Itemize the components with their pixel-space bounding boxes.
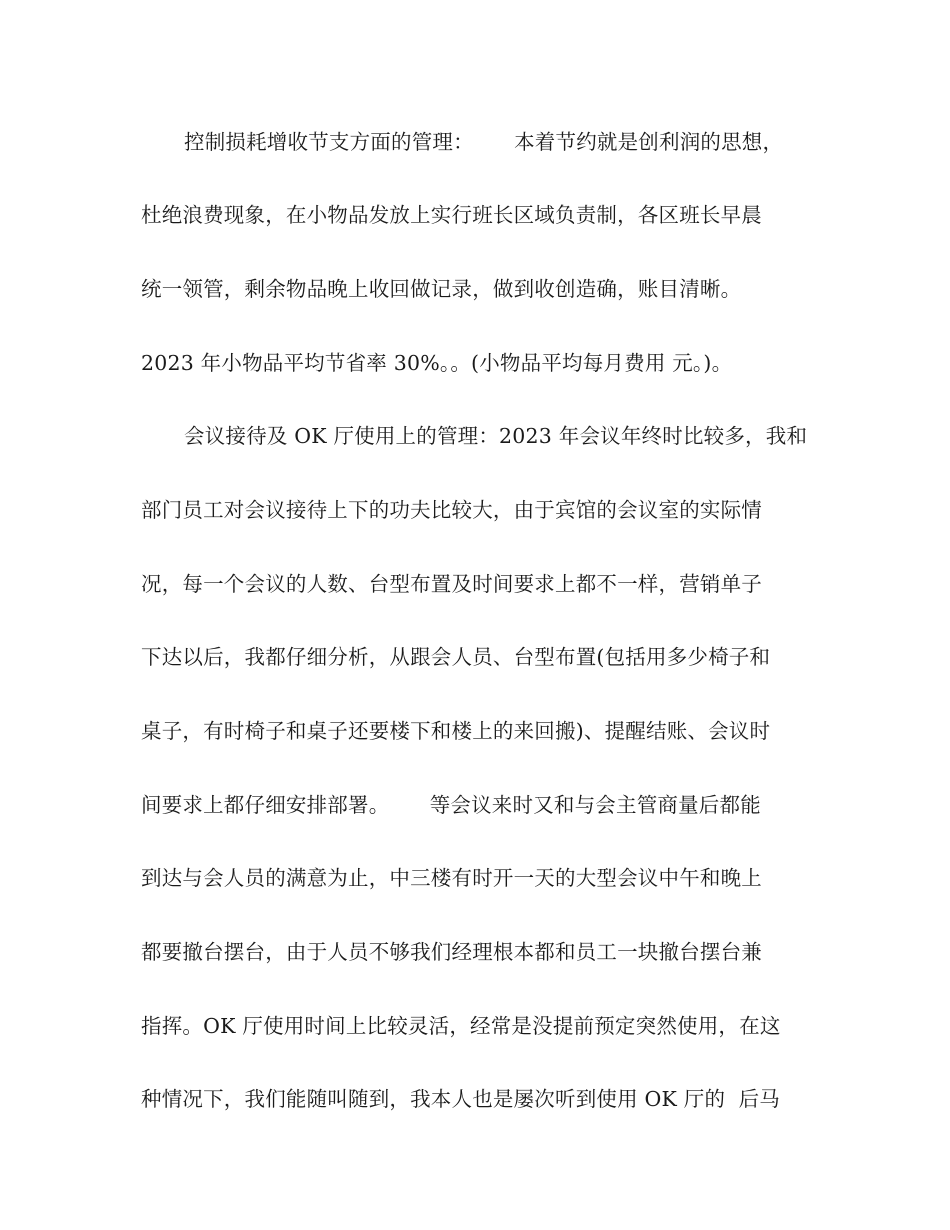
paragraph-2-line-4: 下达以后，我都仔细分析，从跟会人员、台型布置(包括用多少椅子和 [141, 645, 771, 669]
paragraph-2-line-5: 桌子，有时椅子和桌子还要楼下和楼上的来回搬)、提醒结账、会议时 [141, 719, 771, 743]
paragraph-2-line-6: 间要求上都仔细安排部署。 等会议来时又和与会主管商量后都能 [141, 793, 761, 817]
paragraph-1-line-4: 2023 年小物品平均节省率 30%。。(小物品平均每月费用 元。)。 [141, 351, 733, 375]
paragraph-2-line-7: 到达与会人员的满意为止，中三楼有时开一天的大型会议中午和晚上 [141, 866, 762, 890]
paragraph-2-line-1: 会议接待及 OK 厅使用上的管理：2023 年会议年终时比较多，我和 [184, 424, 808, 448]
paragraph-2-line-9: 指挥。OK 厅使用时间上比较灵活，经常是没提前预定突然使用，在这 [141, 1014, 781, 1038]
paragraph-2-line-2: 部门员工对会议接待上下的功夫比较大，由于宾馆的会议室的实际情 [141, 498, 762, 522]
paragraph-2-line-10: 种情况下，我们能随叫随到，我本人也是屡次听到使用 OK 厅的 后马 [141, 1087, 780, 1111]
paragraph-1-line-3: 统一领管，剩余物品晚上收回做记录，做到收创造确，账目清晰。 [141, 277, 742, 301]
paragraph-1-line-1: 控制损耗增收节支方面的管理： 本着节约就是创利润的思想， [184, 130, 784, 154]
paragraph-1-line-2: 杜绝浪费现象，在小物品发放上实行班长区域负责制，各区班长早晨 [141, 203, 762, 227]
paragraph-2-line-8: 都要撤台摆台，由于人员不够我们经理根本都和员工一块撤台摆台兼 [141, 940, 762, 964]
paragraph-2-line-3: 况，每一个会议的人数、台型布置及时间要求上都不一样，营销单子 [141, 572, 762, 596]
